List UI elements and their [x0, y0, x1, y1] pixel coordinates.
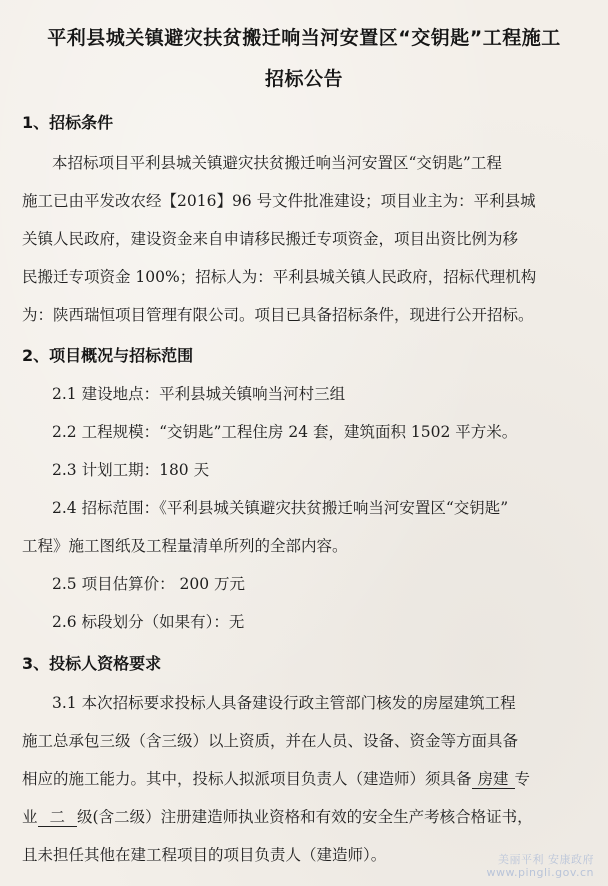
section-2-item-3: 2.3 计划工期：180 天: [52, 461, 210, 479]
section-1-heading: 1、招标条件: [22, 113, 114, 132]
watermark-line-2: www.pingli.gov.cn: [486, 866, 594, 880]
section-2-item-2: 2.2 工程规模：“交钥匙”工程住房 24 套，建筑面积 1502 平方米。: [52, 423, 518, 441]
required-grade-field: 二: [38, 809, 78, 827]
section-1-line-2: 施工已由平发改农经【2016】96 号文件批准建设；项目业主为：平利县城: [22, 192, 536, 210]
document-title-line-1: 平利县城关镇避灾扶贫搬迁响当河安置区“交钥匙”工程施工: [47, 27, 561, 49]
section-3-line-1: 3.1 本次招标要求投标人具备建设行政主管部门核发的房屋建筑工程: [52, 694, 516, 712]
section-2-item-5: 2.5 项目估算价： 200 万元: [52, 575, 246, 593]
section-3-line-3: [22, 767, 586, 789]
section-1-line-3: 关镇人民政府，建设资金来自申请移民搬迁专项资金，项目出资比例为移: [22, 230, 519, 248]
section-2-item-4-line-1: 2.4 招标范围：《平利县城关镇避灾扶贫搬迁响当河安置区“交钥匙”: [52, 499, 509, 517]
section-3-line-5: 且未担任其他在建工程项目的项目负责人（建造师）。: [22, 846, 387, 864]
section-1-line-5: 为：陕西瑞恒项目管理有限公司。项目已具备招标条件，现进行公开招标。: [22, 306, 534, 324]
section-2-item-1: 2.1 建设地点：平利县城关镇响当河村三组: [52, 385, 346, 403]
section-3-line-4: [22, 805, 586, 827]
document-title-line-2: 招标公告: [264, 68, 343, 90]
required-specialty-field: 房建: [472, 771, 515, 789]
section-3-line-4-rest: 级(含二级）注册建造师执业资格和有效的安全生产考核合格证书，: [77, 808, 533, 826]
watermark-line-1: 美丽平利 安康政府: [498, 852, 594, 866]
section-2-item-4-line-2: 工程》施工图纸及工程量清单所列的全部内容。: [22, 537, 348, 555]
section-2-item-6: 2.6 标段划分（如果有）：无: [52, 613, 245, 631]
section-2-heading: 2、项目概况与招标范围: [22, 346, 194, 365]
section-3-line-3-text: 相应的施工能力。其中，投标人拟派项目负责人（建造师）须具备: [22, 770, 472, 788]
site-watermark: [487, 853, 594, 881]
section-3-heading: 3、投标人资格要求: [22, 654, 162, 673]
section-3-line-3-end: 专: [514, 770, 531, 788]
section-1-line-4: 民搬迁专项资金 100%；招标人为：平利县城关镇人民政府，招标代理机构: [22, 268, 537, 286]
section-1-line-1: 本招标项目平利县城关镇避灾扶贫搬迁响当河安置区“交钥匙”工程: [52, 154, 502, 172]
section-3-line-4-start: 业: [22, 808, 38, 826]
section-3-line-2: 施工总承包三级（含三级）以上资质，并在人员、设备、资金等方面具备: [22, 732, 519, 750]
